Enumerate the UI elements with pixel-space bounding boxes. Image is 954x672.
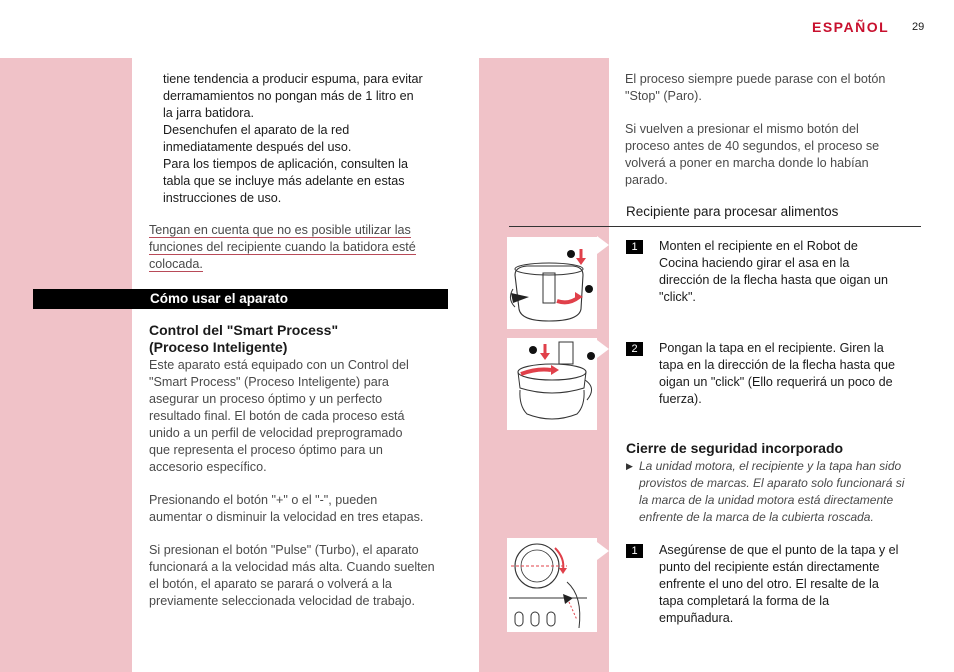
language-header: ESPAÑOL <box>812 19 890 35</box>
text-line: Cocina haciendo girar el asa en la <box>659 256 850 270</box>
text-line: instrucciones de uso. <box>163 191 282 205</box>
text-line: proceso antes de 40 segundos, el proceso se <box>625 139 880 153</box>
section-title-bar <box>33 289 448 309</box>
body-paragraph <box>149 492 449 526</box>
intro-paragraph <box>163 71 453 207</box>
step-number-badge: 1 <box>626 544 643 558</box>
note-paragraph <box>149 222 444 273</box>
subheading-line: Control del "Smart Process" <box>149 322 339 338</box>
text-line: provistos de marcas. El aparato solo funcionará si <box>639 476 905 490</box>
recipient-heading: Recipiente para procesar alimentos <box>626 204 839 219</box>
step-text <box>659 542 927 627</box>
text-line: Pongan la tapa en el recipiente. Giren la <box>659 341 884 355</box>
text-line: punto del recipiente están directamente <box>659 560 880 574</box>
text-line: El proceso siempre puede parase con el botón <box>625 72 886 86</box>
text-line: el botón, el aparato se parará o volverá a la <box>149 577 392 591</box>
text-line: la jarra batidora. <box>163 106 255 120</box>
page-number: 29 <box>912 21 925 33</box>
text-line: parado. <box>625 173 668 187</box>
bowl-mount-drawing <box>507 237 597 329</box>
note-line: funciones del recipiente cuando la batidora esté <box>149 240 416 254</box>
step-number-badge: 2 <box>626 342 643 356</box>
section-title: Cómo usar el aparato <box>150 291 289 306</box>
text-line: La unidad motora, el recipiente y la tapa han sido <box>639 459 902 473</box>
text-line: unido a un perfil de velocidad preprogramado <box>149 426 403 440</box>
text-line: accesorio específico. <box>149 460 267 474</box>
text-line: fuerza). <box>659 392 702 406</box>
text-line: Presionando el botón "+" o el "-", pueden <box>149 493 378 507</box>
text-line: tapa completará la forma de la <box>659 594 830 608</box>
text-line: que representa el proceso óptimo para un <box>149 443 383 457</box>
text-line: tapa en la dirección de la flecha hasta que <box>659 358 895 372</box>
text-line: enfrente el uno del otro. El resalte de la <box>659 577 879 591</box>
text-line: Si vuelven a presionar el mismo botón del <box>625 122 859 136</box>
text-line: oigan un "click" (Ello requerirá un poco de <box>659 375 893 389</box>
figure-pointer <box>597 542 609 560</box>
lid-placement-drawing <box>507 338 597 430</box>
step-text <box>659 340 929 408</box>
lid-placement-illustration <box>507 338 597 430</box>
text-line: Si presionan el botón "Pulse" (Turbo), el aparato <box>149 543 419 557</box>
text-line: volverá a poner en marcha donde lo habían <box>625 156 869 170</box>
safety-lock-text <box>639 458 929 526</box>
alignment-marks-drawing <box>507 538 597 632</box>
text-line: derramamientos no pongan más de 1 litro en <box>163 89 414 103</box>
subheading-line: (Proceso Inteligente) <box>149 339 288 355</box>
bullet-triangle-icon: ▶ <box>626 461 633 471</box>
step-text <box>659 238 924 306</box>
body-paragraph <box>149 542 449 610</box>
body-paragraph <box>149 357 439 476</box>
safety-lock-heading: Cierre de seguridad incorporado <box>626 440 844 456</box>
text-line: "click". <box>659 290 696 304</box>
subheading <box>149 322 449 356</box>
text-line: tiene tendencia a producir espuma, para evitar <box>163 72 423 86</box>
figure-pointer <box>597 236 609 254</box>
text-line: previamente seleccionada velocidad de trabajo. <box>149 594 416 608</box>
text-line: tabla que se incluye más adelante en estas <box>163 174 405 188</box>
note-line: colocada. <box>149 257 203 271</box>
note-line: Tengan en cuenta que no es posible utilizar las <box>149 223 411 237</box>
text-line: funcionará a la velocidad más alta. Cuando suelten <box>149 560 435 574</box>
text-line: resultado final. El botón de cada proceso está <box>149 409 405 423</box>
text-line: "Smart Process" (Proceso Inteligente) para <box>149 375 389 389</box>
text-line: enfrente de la marca de la cubierta roscada. <box>639 510 874 524</box>
left-margin-band <box>0 58 132 672</box>
text-line: asegurar un proceso óptimo y un perfecto <box>149 392 383 406</box>
resume-paragraph <box>625 121 915 189</box>
text-line: Desenchufen el aparato de la red <box>163 123 350 137</box>
alignment-marks-illustration <box>507 538 597 632</box>
text-line: dirección de la flecha hasta que oigan un <box>659 273 888 287</box>
step-number-badge: 1 <box>626 240 643 254</box>
text-line: Este aparato está equipado con un Control del <box>149 358 409 372</box>
text-line: Para los tiempos de aplicación, consulten la <box>163 157 409 171</box>
text-line: aumentar o disminuir la velocidad en tres etapas. <box>149 510 424 524</box>
stop-paragraph <box>625 71 915 105</box>
figure-pointer <box>597 340 609 358</box>
text-line: "Stop" (Paro). <box>625 89 702 103</box>
divider <box>509 226 921 227</box>
text-line: Monten el recipiente en el Robot de <box>659 239 858 253</box>
text-line: inmediatamente después del uso. <box>163 140 352 154</box>
bowl-mount-illustration <box>507 237 597 329</box>
text-line: empuñadura. <box>659 611 734 625</box>
text-line: la marca de la unidad motora está directamente <box>639 493 894 507</box>
text-line: Asegúrense de que el punto de la tapa y el <box>659 543 899 557</box>
